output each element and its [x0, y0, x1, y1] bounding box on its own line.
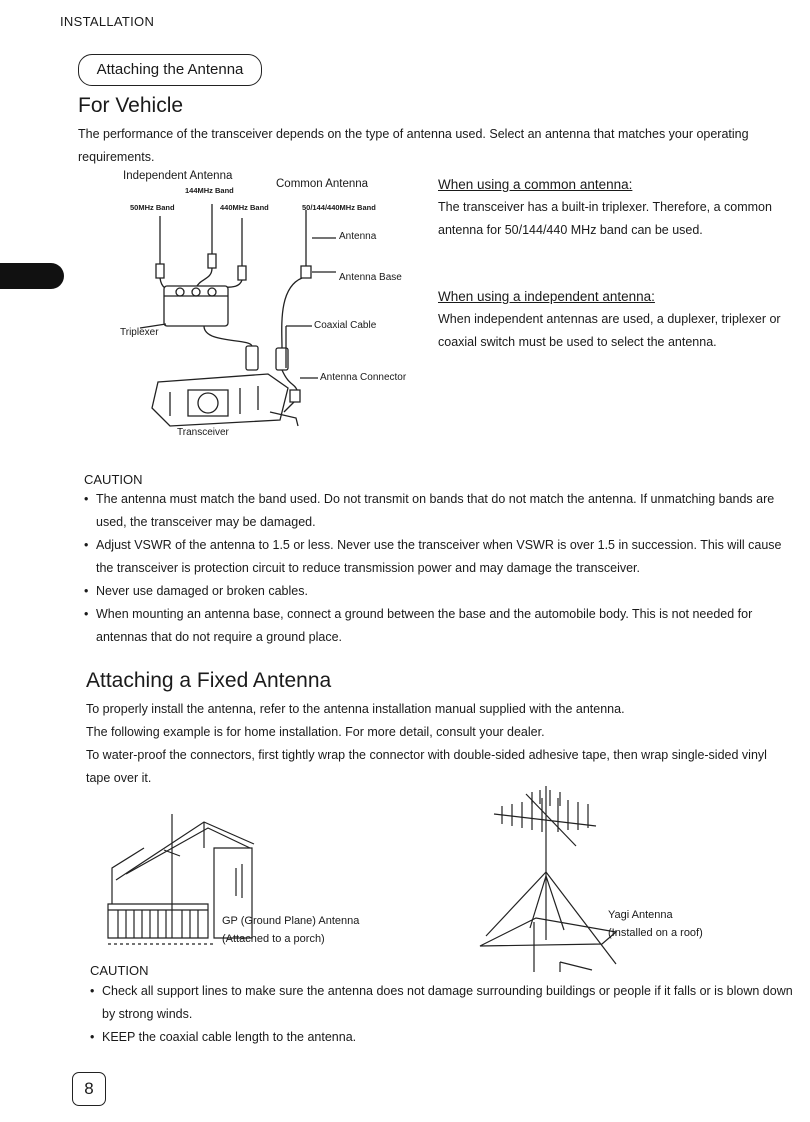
heading-fixed-antenna: Attaching a Fixed Antenna: [86, 669, 332, 692]
list-item: • Adjust VSWR of the antenna to 1.5 or less. Never use the transceiver when VSWR is over 1.5 in succession. This will cause the transceiver is protection circuit to reduce transmission power and may damage the transceiver.: [82, 534, 788, 580]
label-coaxial-cable: Coaxial Cable: [314, 320, 377, 331]
list-item: • When mounting an antenna base, connect a ground between the base and the automobile body. This is not needed for antennas that do not require a ground place.: [82, 603, 788, 649]
yagi-antenna-caption: [608, 906, 703, 942]
list-item: • The antenna must match the band used. Do not transmit on bands that do not match the antenna. If unmatching bands are used, the transceiver may be damaged.: [82, 488, 788, 534]
caution-title: CAUTION: [84, 472, 143, 487]
label-antenna: Antenna: [339, 231, 377, 242]
intro-paragraph: The performance of the transceiver depends on the type of antenna used. Select an antenna that matches your operating requirements.: [78, 127, 749, 164]
fixed-paragraph: To properly install the antenna, refer to the antenna installation manual supplied with the antenna.: [86, 702, 625, 716]
label-triplexer: Triplexer: [120, 327, 159, 338]
label-common-antenna: Common Antenna: [276, 178, 369, 190]
independent-antenna-section: [438, 285, 784, 354]
gp-antenna-label: GP (Ground Plane) Antenna: [222, 915, 360, 927]
label-band-440: 440MHz Band: [220, 203, 269, 212]
fixed-antenna-paragraphs: [86, 698, 786, 790]
label-antenna-connector: Antenna Connector: [320, 372, 407, 383]
side-thumb-tab: [0, 263, 64, 289]
heading-for-vehicle: For Vehicle: [78, 94, 184, 117]
label-band-50: 50MHz Band: [130, 203, 175, 212]
label-independent-antenna: Independent Antenna: [123, 170, 233, 182]
yagi-antenna-label: Yagi Antenna: [608, 909, 673, 921]
caution-title-2: CAUTION: [90, 963, 149, 978]
label-band-144: 144MHz Band: [185, 186, 234, 195]
section-label: INSTALLATION: [60, 14, 155, 29]
common-antenna-heading: When using a common antenna:: [438, 177, 633, 192]
common-antenna-text: The transceiver has a built-in triplexer. Therefore, a common antenna for 50/144/440 MHz band can be used.: [438, 200, 772, 237]
list-item: • KEEP the coaxial cable length to the antenna.: [88, 1026, 796, 1049]
label-transceiver: Transceiver: [177, 427, 229, 438]
label-band-common: 50/144/440MHz Band: [302, 203, 376, 212]
yagi-antenna-sublabel: (Installed on a roof): [608, 927, 703, 939]
gp-antenna-sublabel: (Attached to a porch): [222, 933, 325, 945]
yagi-antenna-illustration: [476, 780, 626, 976]
fixed-paragraph: To water-proof the connectors, first tightly wrap the connector with double-sided adhesive tape, then wrap single-sided vinyl tape over it.: [86, 748, 767, 785]
caution-list-2: [88, 980, 796, 1049]
independent-antenna-heading: When using a independent antenna:: [438, 289, 655, 304]
label-antenna-base: Antenna Base: [339, 272, 402, 283]
section-tab: Attaching the Antenna: [78, 54, 262, 86]
independent-antenna-text: When independent antennas are used, a duplexer, triplexer or coaxial switch must be used to select the antenna.: [438, 312, 781, 349]
caution-list: [82, 488, 788, 649]
common-antenna-section: [438, 173, 784, 242]
list-item: • Never use damaged or broken cables.: [82, 580, 788, 603]
fixed-paragraph: The following example is for home installation. For more detail, consult your dealer.: [86, 725, 545, 739]
page-number: 8: [72, 1072, 106, 1106]
gp-antenna-caption: [222, 912, 359, 948]
list-item: • Check all support lines to make sure the antenna does not damage surrounding buildings or people if it falls or is blown down by strong winds.: [88, 980, 796, 1026]
